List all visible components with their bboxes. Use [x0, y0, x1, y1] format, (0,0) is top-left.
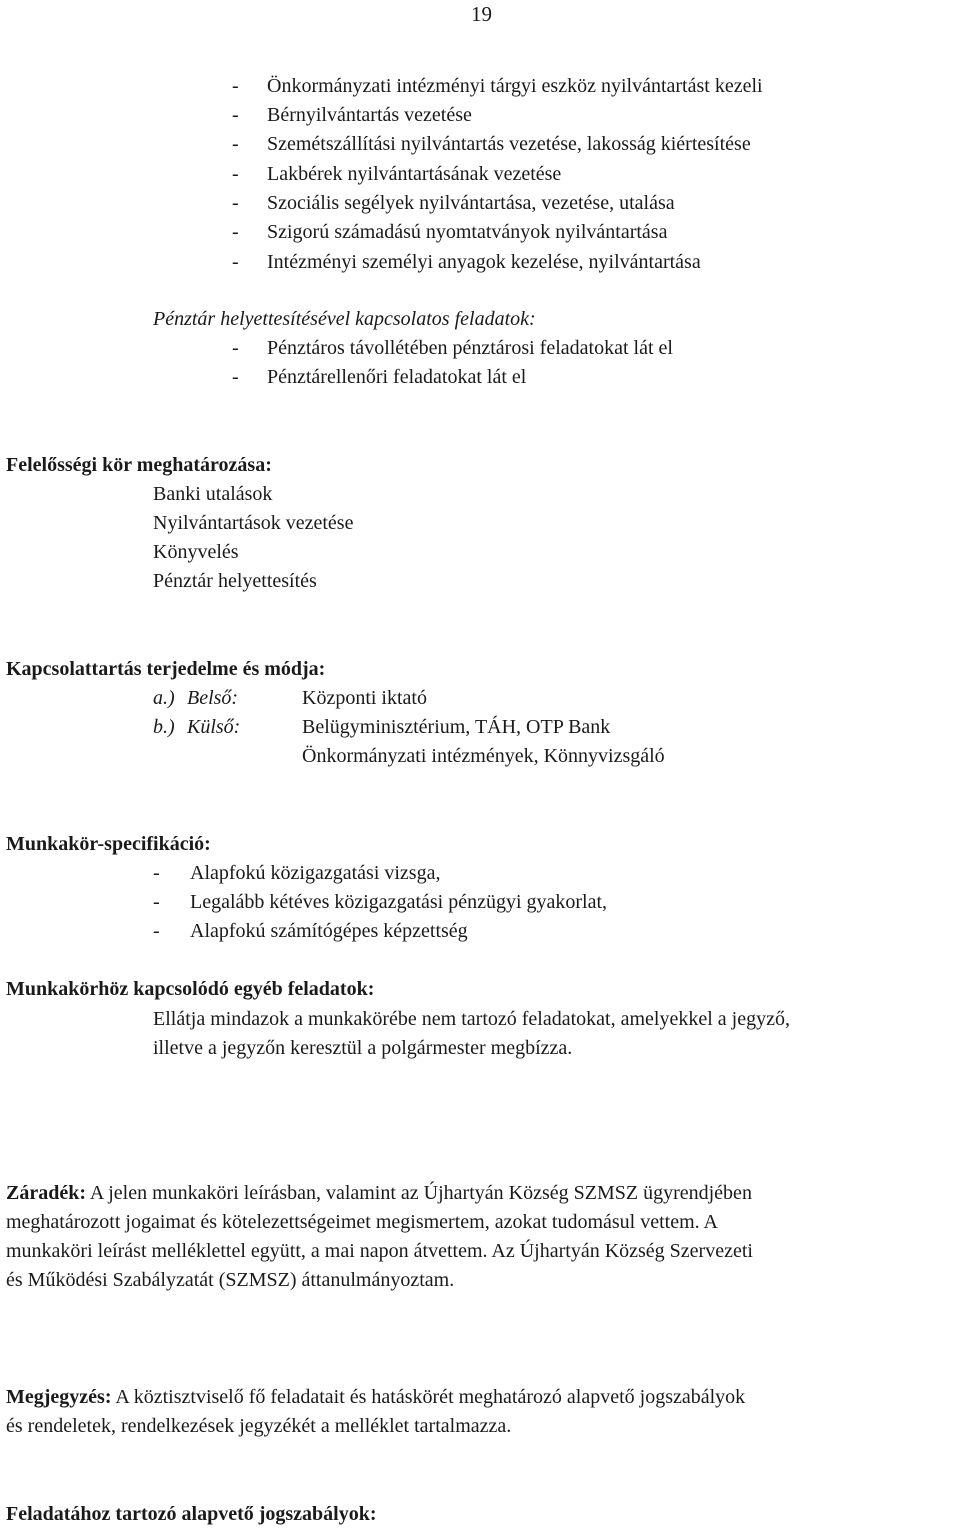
clause-text: és Működési Szabályzatát (SZMSZ) áttanulmányoztam.: [6, 1269, 455, 1291]
note-text: és rendeletek, rendelkezések jegyzékét a melléklet tartalmazza.: [6, 1415, 512, 1437]
list-item: Lakbérek nyilvántartásának vezetése: [267, 163, 562, 185]
clause-text: munkaköri leírást melléklettel együtt, a mai napon átvettem. Az Újhartyán Község Szervezeti: [6, 1240, 753, 1262]
list-bullet: -: [232, 104, 239, 126]
laws-heading: Feladatához tartozó alapvető jogszabályok:: [6, 1503, 377, 1525]
list-item: Könyvelés: [153, 541, 239, 563]
note-line: [6, 1385, 745, 1409]
list-bullet: -: [153, 862, 160, 884]
list-bullet: -: [232, 75, 239, 97]
responsibility-heading: Felelősségi kör meghatározása:: [6, 454, 272, 476]
external-prefix: b.): [153, 716, 175, 738]
list-bullet: -: [153, 891, 160, 913]
external-label: Külső:: [187, 716, 241, 738]
list-bullet: -: [232, 337, 239, 359]
list-item: Pénztárellenőri feladatokat lát el: [267, 366, 527, 388]
list-item: Banki utalások: [153, 483, 273, 505]
clause-label: Záradék:: [6, 1182, 86, 1204]
contacts-heading: Kapcsolattartás terjedelme és módja:: [6, 658, 326, 680]
list-bullet: -: [232, 192, 239, 214]
list-item: Legalább kétéves közigazgatási pénzügyi gyakorlat,: [190, 891, 608, 913]
clause-text: A jelen munkaköri leírásban, valamint az Újhartyán Község SZMSZ ügyrendjében: [86, 1182, 752, 1204]
cashier-heading: Pénztár helyettesítésével kapcsolatos feladatok:: [153, 308, 536, 330]
internal-label: Belső:: [187, 687, 239, 709]
other-tasks-text: Ellátja mindazok a munkakörébe nem tartozó feladatokat, amelyekkel a jegyző,: [153, 1008, 790, 1030]
note-label: Megjegyzés:: [6, 1386, 112, 1408]
list-bullet: -: [153, 920, 160, 942]
other-tasks-heading: Munkakörhöz kapcsolódó egyéb feladatok:: [6, 978, 375, 1000]
list-item: Pénztáros távollétében pénztárosi feladatokat lát el: [267, 337, 673, 359]
list-bullet: -: [232, 221, 239, 243]
internal-prefix: a.): [153, 687, 175, 709]
list-item: Pénztár helyettesítés: [153, 570, 317, 592]
list-bullet: -: [232, 163, 239, 185]
list-item: Szemétszállítási nyilvántartás vezetése, lakosság kiértesítése: [267, 133, 751, 155]
page-number: 19: [471, 2, 492, 26]
external-value: Belügyminisztérium, TÁH, OTP Bank: [302, 716, 611, 738]
list-item: Szigorú számadású nyomtatványok nyilvántartása: [267, 221, 668, 243]
list-item: Alapfokú közigazgatási vizsga,: [190, 862, 441, 884]
list-bullet: -: [232, 366, 239, 388]
clause-line: [6, 1181, 752, 1205]
list-item: Nyilvántartások vezetése: [153, 512, 354, 534]
clause-text: meghatározott jogaimat és kötelezettségeimet megismertem, azokat tudomásul vettem. A: [6, 1211, 718, 1233]
list-bullet: -: [232, 251, 239, 273]
list-item: Alapfokú számítógépes képzettség: [190, 920, 468, 942]
specification-heading: Munkakör-specifikáció:: [6, 833, 211, 855]
list-item: Intézményi személyi anyagok kezelése, nyilvántartása: [267, 251, 701, 273]
list-item: Önkormányzati intézményi tárgyi eszköz nyilvántartást kezeli: [267, 75, 763, 97]
list-item: Szociális segélyek nyilvántartása, vezetése, utalása: [267, 192, 675, 214]
note-text: A köztisztviselő fő feladatait és hatáskörét meghatározó alapvető jogszabályok: [111, 1386, 746, 1408]
internal-value: Központi iktató: [302, 687, 427, 709]
other-tasks-text: illetve a jegyzőn keresztül a polgármester megbízza.: [153, 1037, 573, 1059]
external-value: Önkormányzati intézmények, Könnyvizsgáló: [302, 745, 665, 767]
list-bullet: -: [232, 133, 239, 155]
list-item: Bérnyilvántartás vezetése: [267, 104, 472, 126]
